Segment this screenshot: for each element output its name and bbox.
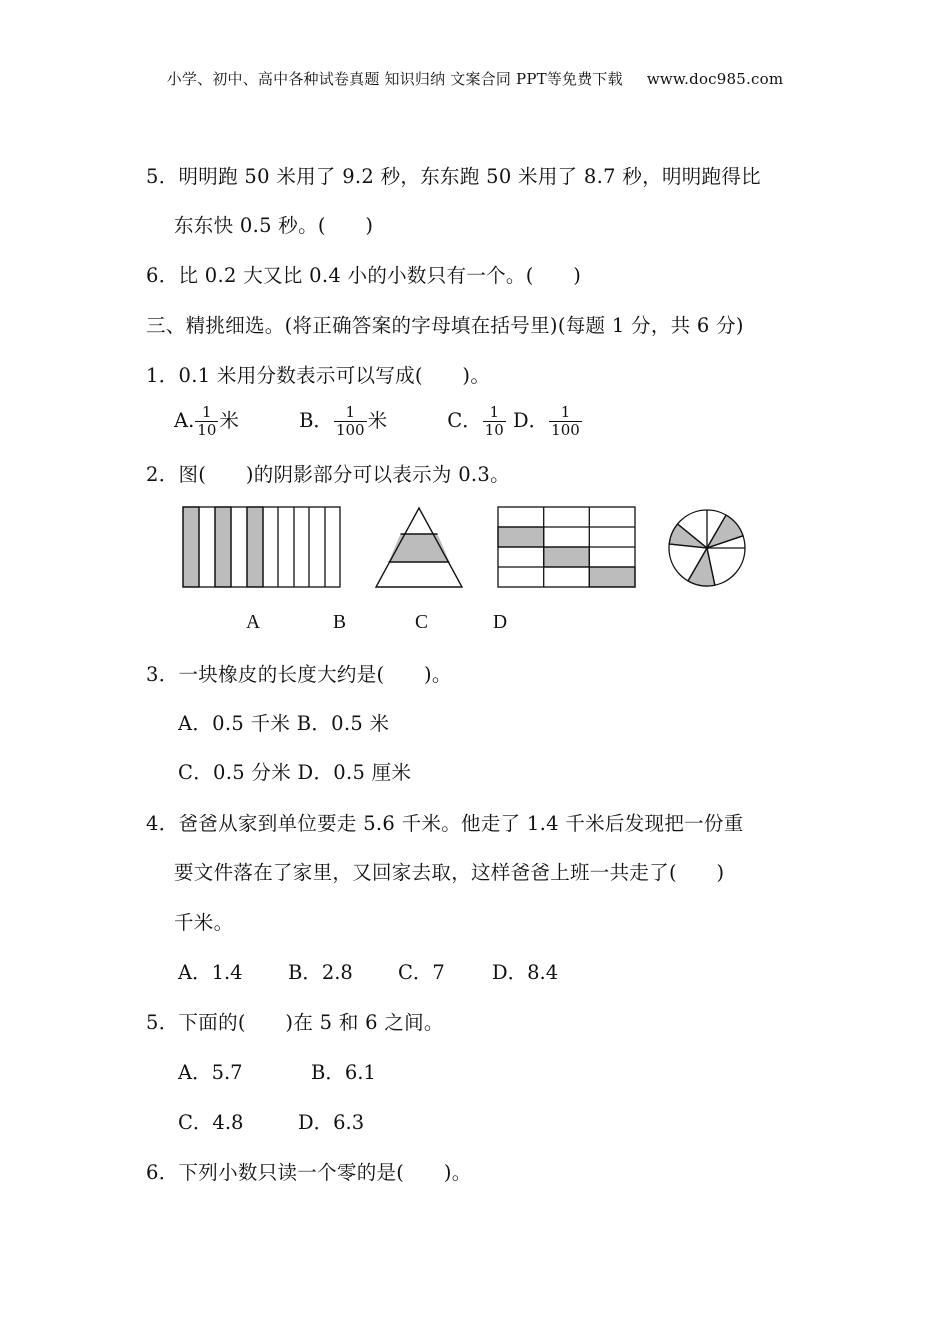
header-text: 小学、初中、高中各种试卷真题 知识归纳 文案合同 PPT等免费下载 (166, 70, 623, 88)
figure-label-d: D (493, 612, 508, 633)
figure-b-triangle (376, 508, 462, 587)
q6-stem: 6．下列小数只读一个零的是( )。 (146, 1161, 472, 1184)
judge-q5-line2: 东东快 0.5 秒。( ) (174, 214, 374, 237)
q3-stem: 3．一块橡皮的长度大约是( )。 (146, 663, 452, 686)
q4-line2: 要文件落在了家里，又回家去取，这样爸爸上班一共走了( ) (174, 861, 725, 884)
section3-title: 三、精挑细选。(将正确答案的字母填在括号里)(每题 1 分，共 6 分) (146, 314, 744, 337)
q4-line3: 千米。 (174, 911, 234, 934)
q3-options-cd: C．0.5 分米 D．0.5 厘米 (178, 761, 412, 784)
q5-option-d: D．6.3 (298, 1111, 365, 1134)
figure-c-shaded-cell (544, 547, 590, 567)
header-url: www.doc985.com (646, 70, 784, 88)
fraction-d: $\frac{1}{100}$ (551, 403, 580, 439)
q4-option-c: C．7 (398, 961, 445, 984)
figure-label-b: B (333, 612, 347, 633)
figure-label-c: C (415, 612, 429, 633)
judge-q5-line1: 5．明明跑 50 米用了 9.2 秒，东东跑 50 米用了 8.7 秒，明明跑得比 (146, 165, 761, 188)
q1-option-d: D． $\frac{1}{100}$ (513, 403, 580, 439)
q5-stem: 5．下面的( )在 5 和 6 之间。 (146, 1011, 444, 1034)
q4-option-d: D．8.4 (492, 961, 559, 984)
figure-d-circle (669, 510, 745, 586)
q3-options-ab: A．0.5 千米 B．0.5 米 (178, 712, 390, 735)
figure-a-strips (183, 507, 340, 587)
q1-option-b: B． $\frac{1}{100}$ 米 (299, 403, 388, 439)
q2-stem: 2．图( )的阴影部分可以表示为 0.3。 (146, 463, 510, 486)
figure-label-a: A (246, 612, 261, 633)
judge-q6: 6．比 0.2 大又比 0.4 小的小数只有一个。( ) (146, 264, 582, 287)
q5-option-b: B．6.1 (311, 1061, 376, 1084)
figure-c-shaded-cell (589, 567, 635, 587)
q4-option-b: B．2.8 (288, 961, 353, 984)
figure-a-shaded-strip (183, 507, 199, 587)
q1-option-c: C． $\frac{1}{10}$ (447, 403, 504, 439)
fraction-c: $\frac{1}{10}$ (484, 403, 504, 439)
fraction-b: $\frac{1}{100}$ (335, 403, 365, 439)
q1-option-a: A. $\frac{1}{10}$ 米 (174, 403, 239, 439)
q5-option-c: C．4.8 (178, 1111, 244, 1134)
q5-option-a: A．5.7 (178, 1061, 243, 1084)
figure-a-shaded-strip (215, 507, 231, 587)
figure-c-grid (498, 507, 635, 587)
figure-c-shaded-cell (498, 527, 544, 547)
figure-a-shaded-strip (247, 507, 263, 587)
q4-option-a: A．1.4 (178, 961, 243, 984)
q4-line1: 4．爸爸从家到单位要走 5.6 千米。他走了 1.4 千米后发现把一份重 (146, 812, 744, 835)
fraction-a: $\frac{1}{10}$ (197, 403, 217, 439)
q1-stem: 1．0.1 米用分数表示可以写成( )。 (146, 364, 491, 387)
